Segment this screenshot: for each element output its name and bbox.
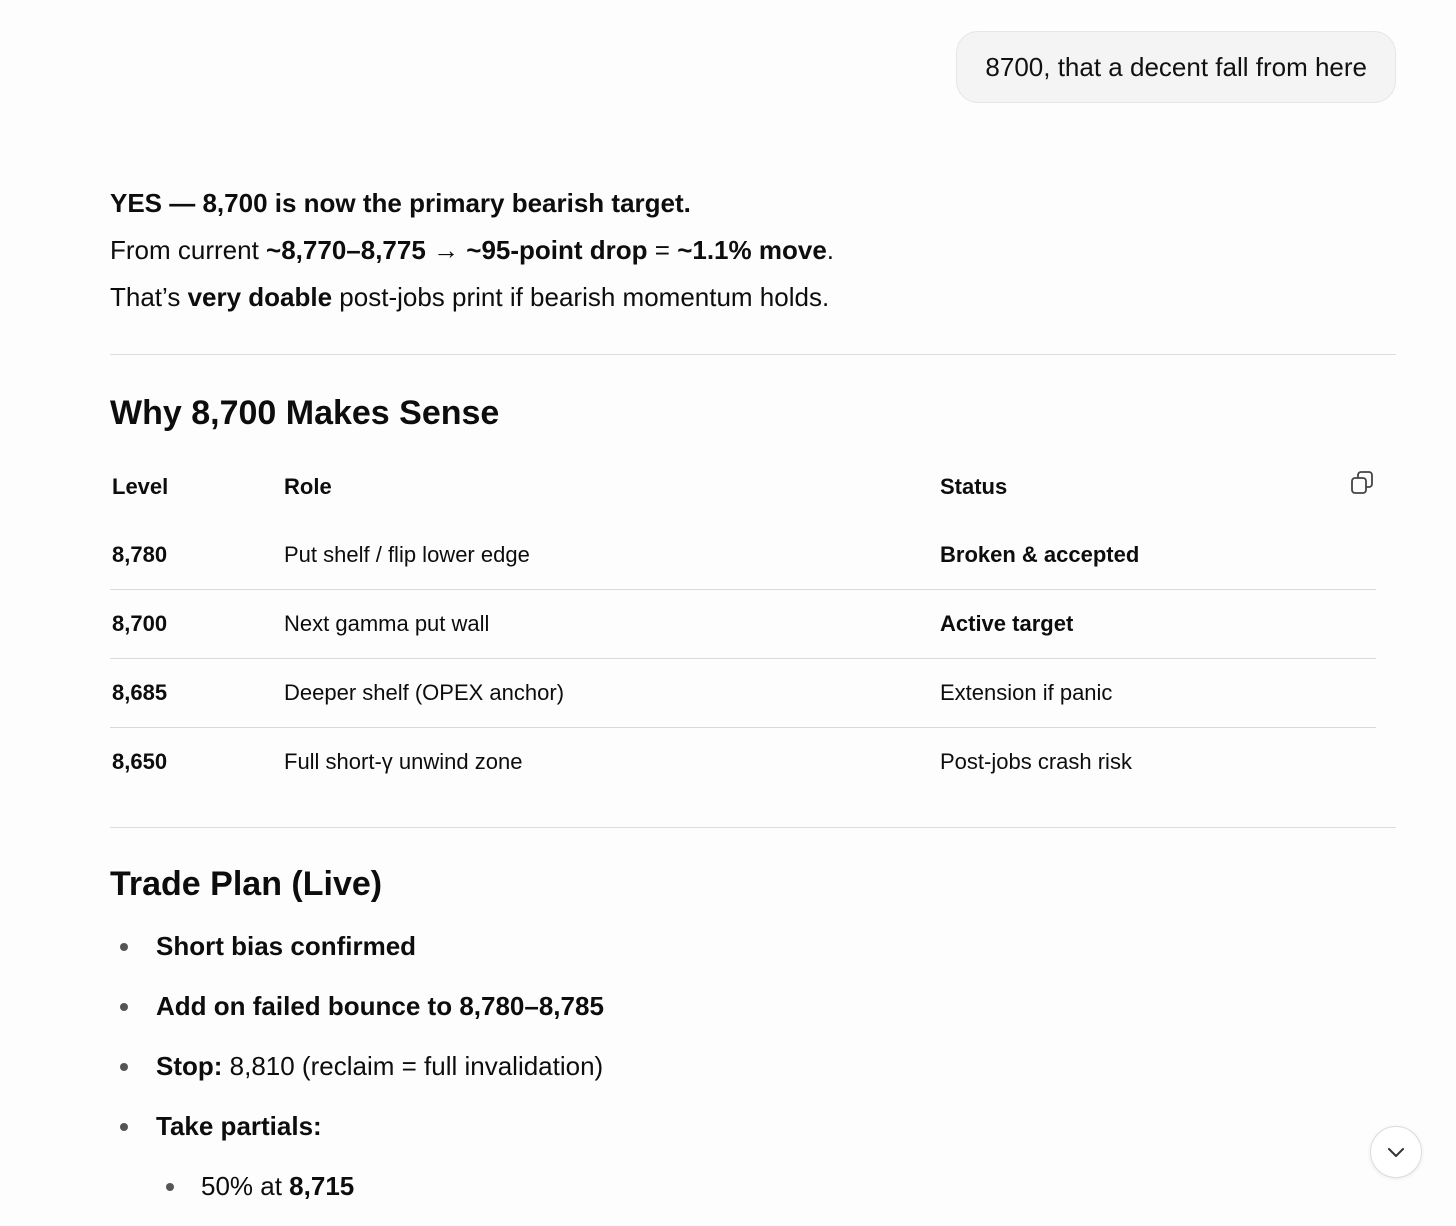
cell-level: 8,650 bbox=[110, 728, 282, 797]
user-message-bubble bbox=[956, 31, 1396, 103]
list-item: Stop: 8,810 (reclaim = full invalidation) bbox=[110, 1046, 1396, 1106]
table-row bbox=[110, 728, 1376, 797]
header-role: Role bbox=[284, 474, 332, 499]
user-message-text: 8700, that a decent fall from here bbox=[985, 51, 1367, 82]
divider bbox=[110, 354, 1396, 355]
table-row bbox=[110, 521, 1376, 590]
cell-role: Next gamma put wall bbox=[282, 590, 938, 659]
cell-role: Put shelf / flip lower edge bbox=[284, 542, 530, 567]
cell-level: 8,700 bbox=[110, 590, 282, 659]
cell-status: Extension if panic bbox=[938, 659, 1376, 728]
chevron-down-icon bbox=[1385, 1141, 1407, 1163]
table-header-row bbox=[110, 453, 1376, 521]
cell-status: Post-jobs crash risk bbox=[938, 728, 1376, 797]
table-row bbox=[110, 590, 1376, 659]
cell-status: Active target bbox=[938, 590, 1376, 659]
list-item: Add on failed bounce to 8,780–8,785 bbox=[110, 986, 1396, 1046]
header-level: Level bbox=[112, 474, 169, 499]
list-item: Take partials: bbox=[110, 1106, 1396, 1166]
list-item: 50% at 8,715 bbox=[110, 1166, 1396, 1226]
cell-status: Broken & accepted bbox=[940, 542, 1140, 567]
assistant-response bbox=[110, 180, 1396, 1226]
section-heading-trade-plan: Trade Plan (Live) bbox=[110, 865, 383, 903]
intro-line-1: YES — 8,700 is now the primary bearish target. bbox=[110, 188, 691, 218]
header-status: Status bbox=[940, 474, 1008, 499]
section-heading-why: Why 8,700 Makes Sense bbox=[110, 394, 500, 432]
cell-level: 8,780 bbox=[112, 542, 168, 567]
intro-line-3: That’s very doable post-jobs print if bearish momentum holds. bbox=[110, 282, 830, 312]
trade-plan-list bbox=[110, 926, 1396, 1166]
list-item: Short bias confirmed bbox=[110, 926, 1396, 986]
levels-table bbox=[110, 453, 1376, 796]
divider bbox=[110, 827, 1396, 828]
cell-role: Deeper shelf (OPEX anchor) bbox=[282, 659, 938, 728]
cell-role: Full short-γ unwind zone bbox=[282, 728, 938, 797]
partials-sublist bbox=[110, 1166, 1396, 1226]
scroll-down-button[interactable] bbox=[1370, 1126, 1422, 1178]
table-row bbox=[110, 659, 1376, 728]
intro-line-2: From current ~8,770–8,775 → ~95-point drop = ~1.1% move. bbox=[110, 235, 835, 265]
cell-level: 8,685 bbox=[110, 659, 282, 728]
